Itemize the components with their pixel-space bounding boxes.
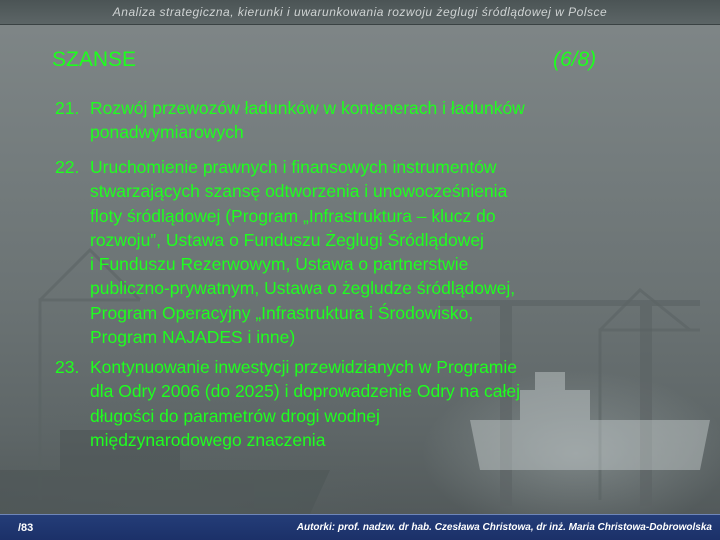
- list-item: [55, 355, 675, 452]
- list-item-number: 21.: [55, 98, 80, 118]
- list-item-number: 22.: [55, 157, 80, 177]
- slide-counter: (6/8): [553, 48, 597, 71]
- list-item-line: floty śródlądowej (Program „Infrastruktura – klucz do: [90, 205, 496, 226]
- list-item-line: Program Operacyjny „Infrastruktura i Środowisko,: [90, 302, 474, 323]
- list-item-line: długości do parametrów drogi wodnej: [90, 405, 380, 426]
- list-item-line: publiczno-prywatnym, Ustawa o żegludze śródlądowej,: [90, 278, 516, 299]
- list-item-line: Rozwój przewozów ładunków w kontenerach i ładunków: [90, 98, 525, 118]
- footer-bar: [0, 514, 720, 540]
- list-item-line: stwarzających szansę odtworzenia i unowocześnienia: [90, 181, 508, 202]
- header-title: Analiza strategiczna, kierunki i uwarunkowania rozwoju żeglugi śródlądowej w Polsce: [112, 5, 608, 19]
- list-item-line: dla Odry 2006 (do 2025) i doprowadzenie Odry na całej: [90, 381, 520, 402]
- page-number: /83: [18, 522, 34, 534]
- list-item-line: Kontynuowanie inwestycji przewidzianych w Programie: [90, 357, 517, 377]
- header-bar: [0, 0, 720, 25]
- list-item-line: rozwoju”, Ustawa o Funduszu Żeglugi Śródlądowej: [90, 229, 484, 250]
- list-item: [55, 96, 675, 145]
- list-item: [55, 155, 675, 349]
- list-item-number: 23.: [55, 357, 80, 377]
- list-item-line: Program NAJADES i inne): [90, 327, 296, 348]
- list-item-line: i Funduszu Rezerwowym, Ustawa o partnerstwie: [90, 254, 469, 275]
- list-item-line: ponadwymiarowych: [90, 122, 244, 143]
- slide-heading: SZANSE: [52, 48, 137, 71]
- list-item-line: Uruchomienie prawnych i finansowych instrumentów: [90, 157, 497, 177]
- footer-authors: Autorki: prof. nadzw. dr hab. Czesława Christowa, dr inż. Maria Christowa-Dobrowolska: [296, 522, 712, 533]
- list-item-line: międzynarodowego znaczenia: [90, 429, 326, 450]
